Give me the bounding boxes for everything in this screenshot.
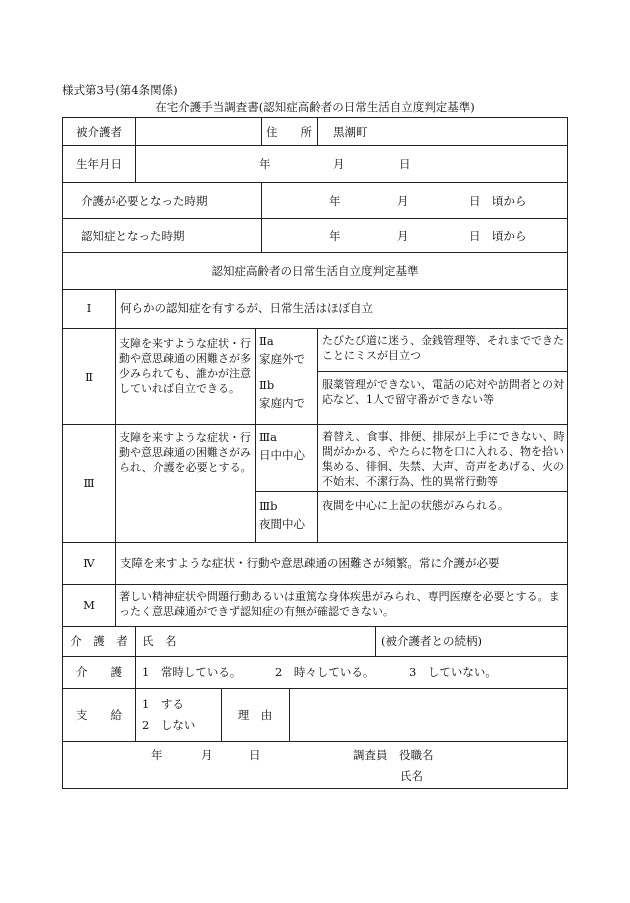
dementia-start-year: 年 [329, 229, 341, 243]
col-divider [115, 289, 116, 626]
care-option-3[interactable]: 3 していない。 [409, 665, 497, 679]
care-start-day: 日 頃から [469, 194, 527, 208]
rank-2a-place: 家庭外で [259, 352, 305, 366]
rank-4-text: 支障を来すような症状・行動や意思疎通の困難さが頻繁。常に介護が必要 [120, 556, 500, 570]
form-number: 様式第3号(第4条関係) [62, 83, 178, 97]
row-divider [63, 424, 567, 425]
col-divider [255, 328, 256, 542]
rank-1-text: 何らかの認知症を有するが、日常生活はほぼ自立 [120, 301, 373, 315]
dob-year: 年 [259, 157, 271, 171]
row-divider [63, 289, 567, 290]
rank-3a-text: 着替え、食事、排便、排尿が上手にできない、時間がかかる、やたらに物を口に入れる、物を拾い集める、徘徊、失禁、大声、奇声をあげる、火の不始末、不潔行為、性的異常行動等 [322, 430, 565, 488]
reason-field[interactable] [291, 694, 565, 736]
care-option-2[interactable]: 2 時々している。 [275, 665, 375, 679]
rank-m: M [83, 598, 95, 612]
dob-month: 月 [333, 157, 345, 171]
row-divider [63, 688, 567, 689]
caregiver-name-label: 氏 名 [142, 634, 177, 648]
investigator-name-label: 氏名 [400, 769, 423, 783]
rank-3: Ⅲ [83, 476, 95, 490]
dementia-start-month: 月 [397, 229, 409, 243]
row-divider [63, 328, 567, 329]
rank-m-text: 著しい精神症状や問題行動あるいは重篤な身体疾患がみられ、専門医療を必要とする。まったく意思疎通ができず認知症の有無が確認できない。 [119, 590, 560, 618]
rank-2: Ⅱ [85, 370, 93, 384]
col-divider [317, 328, 318, 542]
rank-4: Ⅳ [83, 556, 95, 570]
row-divider [63, 182, 567, 183]
col-divider [261, 182, 262, 252]
rank-3a-place: 日中中心 [259, 448, 305, 462]
investigator-title-label: 調査員 役職名 [353, 748, 434, 762]
dob-day: 日 [399, 157, 411, 171]
rank-3a-code: Ⅲa [259, 430, 277, 444]
care-label: 介 護 [76, 665, 122, 679]
payment-option-1[interactable]: 1 する [142, 697, 184, 711]
reason-label: 理 由 [237, 708, 273, 722]
address-value[interactable]: 黒潮町 [333, 125, 368, 139]
survey-form [62, 117, 568, 789]
rank-1: Ⅰ [86, 301, 92, 315]
patient-name-field[interactable] [135, 125, 261, 139]
row-divider [63, 542, 567, 543]
footer-month: 月 [201, 748, 213, 762]
care-start-label: 介護が必要となった時期 [81, 194, 208, 208]
col-divider [135, 626, 136, 741]
row-divider [255, 491, 567, 492]
rank-2b-place: 家庭内で [259, 396, 305, 410]
care-option-1[interactable]: 1 常時している。 [142, 665, 242, 679]
row-divider [63, 626, 567, 627]
rank-3b-place: 夜間中心 [259, 517, 305, 531]
col-divider [289, 688, 290, 741]
footer-year: 年 [151, 748, 163, 762]
patient-name-label: 被介護者 [76, 125, 122, 139]
rank-3b-text: 夜間を中心に上記の状態がみられる。 [322, 499, 509, 512]
col-divider [317, 118, 318, 145]
row-divider [63, 584, 567, 585]
row-divider [63, 218, 567, 219]
care-start-month: 月 [397, 194, 409, 208]
row-divider [63, 145, 567, 146]
row-divider [317, 371, 567, 372]
payment-label: 支 給 [76, 708, 122, 722]
footer-day: 日 [249, 748, 261, 762]
criteria-title: 認知症高齢者の日常生活自立度判定基準 [211, 264, 419, 278]
row-divider [63, 656, 567, 657]
dob-label: 生年月日 [76, 157, 122, 171]
rank-2b-text: 服薬管理ができない、電話の応対や訪問者との対応など、1人で留守番ができない等 [322, 378, 564, 406]
row-divider [63, 741, 567, 742]
rank-2a-text: たびたび道に迷う、金銭管理等、それまでできたことにミスが目立つ [322, 334, 564, 362]
rank-3b-code: Ⅲb [259, 499, 278, 513]
form-title: 在宅介護手当調査書(認知症高齢者の日常生活自立度判定基準) [155, 100, 475, 114]
rank-2a-code: Ⅱa [259, 334, 274, 348]
dementia-start-day: 日 頃から [469, 229, 527, 243]
care-start-year: 年 [329, 194, 341, 208]
rank-2b-code: Ⅱb [259, 378, 275, 392]
caregiver-label: 介 護 者 [70, 634, 128, 648]
row-divider [63, 252, 567, 253]
payment-option-2[interactable]: 2 しない [142, 718, 196, 732]
rank-3-text: 支障を来すような症状・行動や意思疎通の困難さがみられ、介護を必要とする。 [119, 431, 252, 474]
dementia-start-label: 認知症となった時期 [81, 229, 185, 243]
rank-2-text: 支障を来すような症状・行動や意思疎通の困難さが多少みられても、誰かが注意していれば自立できる。 [119, 337, 251, 395]
caregiver-relation-label: (被介護者との続柄) [381, 634, 482, 648]
caregiver-name-field[interactable] [179, 634, 369, 648]
col-divider [375, 626, 376, 656]
address-label: 住 所 [266, 125, 312, 139]
